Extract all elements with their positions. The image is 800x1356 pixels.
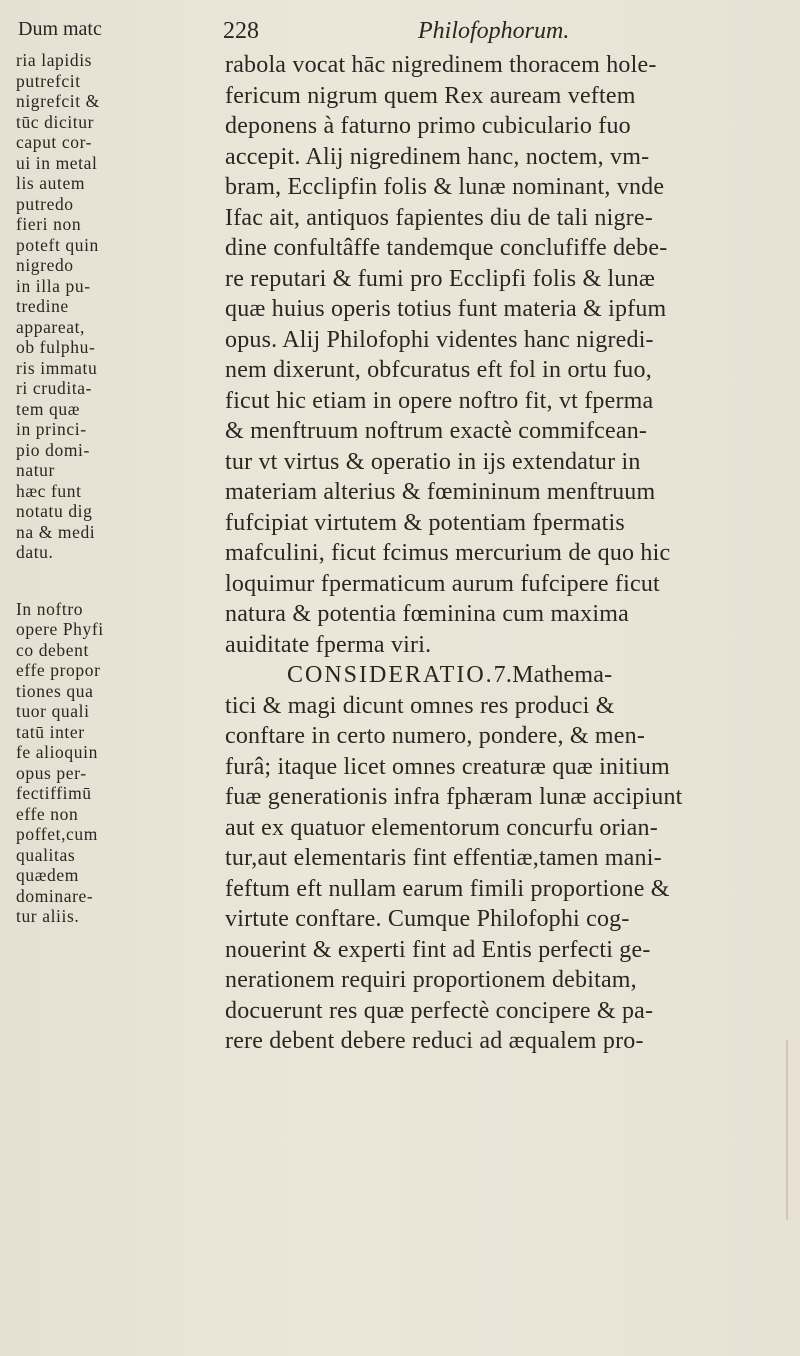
- body-text-line: accepit. Alij nigredinem hanc, noctem, vm-: [225, 143, 650, 170]
- margin-note-line: co debent: [16, 639, 89, 660]
- consideratio-text-line: tur,aut elementaris fint effentiæ,tamen mani-: [225, 845, 662, 871]
- margin-running-head: Dum matc: [18, 18, 102, 40]
- consideratio-text-line: feftum eft nullam earum fimili proportione &: [225, 875, 670, 902]
- margin-note-line: quædem: [16, 865, 79, 885]
- consideratio-text-line: docuerunt res quæ perfectè concipere & pa-: [225, 997, 654, 1024]
- body-text-line: deponens à faturno primo cubiculario fuo: [225, 113, 631, 139]
- consideratio-text-line: conftare in certo numero, pondere, & men-: [225, 723, 646, 749]
- margin-note-line: tredine: [16, 296, 69, 316]
- consideratio-text-line: nouerint & experti fint ad Entis perfecti ge-: [225, 936, 651, 963]
- margin-note-line: qualitas: [16, 844, 76, 865]
- margin-note-line: na & medi: [16, 521, 96, 542]
- consideratio-heading: CONSIDERATIO.: [287, 662, 494, 688]
- margin-note-line: ri crudita-: [16, 378, 93, 398]
- body-text-line: mafculini, ficut fcimus mercurium de quo hic: [225, 540, 671, 566]
- body-text-line: & menftruum noftrum exactè commifcean-: [225, 418, 648, 444]
- body-text-line: loquimur fpermaticum aurum fufcipere ficut: [225, 570, 660, 597]
- body-text-line: fericum nigrum quem Rex auream veftem: [225, 82, 636, 109]
- consideratio-number: 7.Mathema-: [493, 662, 613, 688]
- margin-note-line: appareat,: [16, 316, 86, 337]
- body-text-line: Ifac ait, antiquos fapientes diu de tali nigre-: [225, 204, 653, 231]
- margin-note-line: dominare-: [16, 885, 94, 906]
- body-text-line: fufcipiat virtutem & potentiam fpermatis: [225, 509, 625, 536]
- body-text-line: ficut hic etiam in opere noftro fit, vt fperma: [225, 387, 654, 414]
- margin-note-line: nigredo: [16, 255, 74, 275]
- margin-note-line: nigrefcit &: [16, 91, 100, 111]
- body-text-line: auiditate fperma viri.: [225, 631, 432, 658]
- margin-note-line: effe non: [16, 803, 79, 824]
- consideratio-text-line: virtute conftare. Cumque Philofophi cog-: [225, 906, 630, 932]
- margin-note-line: tūc dicitur: [16, 111, 95, 132]
- body-text-line: quæ huius operis totius funt materia & ipfum: [225, 296, 667, 322]
- margin-notes: [16, 50, 221, 927]
- margin-note-line: in princi-: [16, 419, 87, 439]
- margin-note-line: notatu dig: [16, 501, 93, 521]
- margin-note-line: caput cor-: [16, 132, 93, 152]
- margin-note-putredo: [16, 50, 221, 563]
- margin-note-line: tatū inter: [16, 721, 85, 742]
- consideratio-text-line: furâ; itaque licet omnes creaturæ quæ initium: [225, 753, 670, 780]
- margin-note-line: in illa pu-: [16, 275, 91, 296]
- consideratio-text-line: rere debent debere reduci ad æqualem pro-: [225, 1028, 644, 1054]
- margin-note-line: ris immatu: [16, 357, 98, 378]
- consideratio-text-line: fuæ generationis infra fphæram lunæ accipiunt: [225, 784, 683, 810]
- body-text-line: rabola vocat hāc nigredinem thoracem hole-: [225, 52, 657, 78]
- consideratio-text-line: nerationem requiri proportionem debitam,: [225, 967, 637, 993]
- margin-note-line: hæc funt: [16, 480, 82, 501]
- margin-note-line: ob fulphu-: [16, 337, 96, 357]
- margin-note-line: In noftro: [16, 598, 84, 619]
- consideratio-heading-line: [225, 660, 785, 691]
- margin-note-line: opus per-: [16, 762, 87, 783]
- margin-note-line: lis autem: [16, 173, 86, 193]
- margin-note-line: ui in metal: [16, 152, 98, 173]
- body-text-line: dine confultâffe tandemque conclufiffe debe-: [225, 235, 668, 261]
- body-text-line: re reputari & fumi pro Ecclipfi folis & lunæ: [225, 265, 656, 292]
- margin-note-line: tuor quali: [16, 701, 90, 721]
- margin-note-line: ria lapidis: [16, 50, 93, 70]
- consideratio-text-line: tici & magi dicunt omnes res produci &: [225, 692, 615, 719]
- body-text-line: opus. Alij Philofophi videntes hanc nigredi-: [225, 326, 654, 353]
- consideratio-text-line: aut ex quatuor elementorum concurfu orian-: [225, 814, 658, 841]
- margin-note-line: putrefcit: [16, 70, 81, 91]
- margin-note-line: fe alioquin: [16, 742, 98, 762]
- body-paragraph: [225, 50, 785, 660]
- body-text-line: natura & potentia fœminina cum maxima: [225, 601, 629, 627]
- margin-note-line: poffet,cum: [16, 824, 98, 844]
- margin-note-line: effe propor: [16, 660, 101, 680]
- body-text-line: nem dixerunt, obfcuratus eft fol in ortu fuo,: [225, 357, 652, 383]
- body-text-line: bram, Ecclipfin folis & lunæ nominant, vnde: [225, 174, 665, 200]
- body-text-line: materiam alterius & fœmininum menftruum: [225, 479, 656, 505]
- running-title: Philofophorum.: [418, 18, 570, 44]
- consideratio-paragraph: [225, 691, 785, 1057]
- page-edge-shadow: [786, 1040, 788, 1220]
- margin-note-line: tur aliis.: [16, 906, 80, 926]
- margin-note-line: fectiffimū: [16, 783, 92, 803]
- body-text-line: tur vt virtus & operatio in ijs extendatur in: [225, 448, 641, 475]
- margin-note-line: putredo: [16, 193, 74, 214]
- margin-note-proportiones: [16, 599, 221, 927]
- margin-note-line: fieri non: [16, 214, 82, 234]
- main-text-column: [225, 50, 785, 1057]
- margin-note-line: poteft quin: [16, 234, 99, 255]
- margin-note-line: pio domi-: [16, 439, 90, 460]
- page-number: 228: [223, 18, 259, 44]
- margin-note-line: natur: [16, 460, 55, 480]
- margin-note-line: opere Phyfi: [16, 619, 104, 639]
- margin-note-line: datu.: [16, 542, 54, 562]
- margin-note-line: tiones qua: [16, 680, 94, 701]
- margin-note-line: tem quæ: [16, 398, 80, 419]
